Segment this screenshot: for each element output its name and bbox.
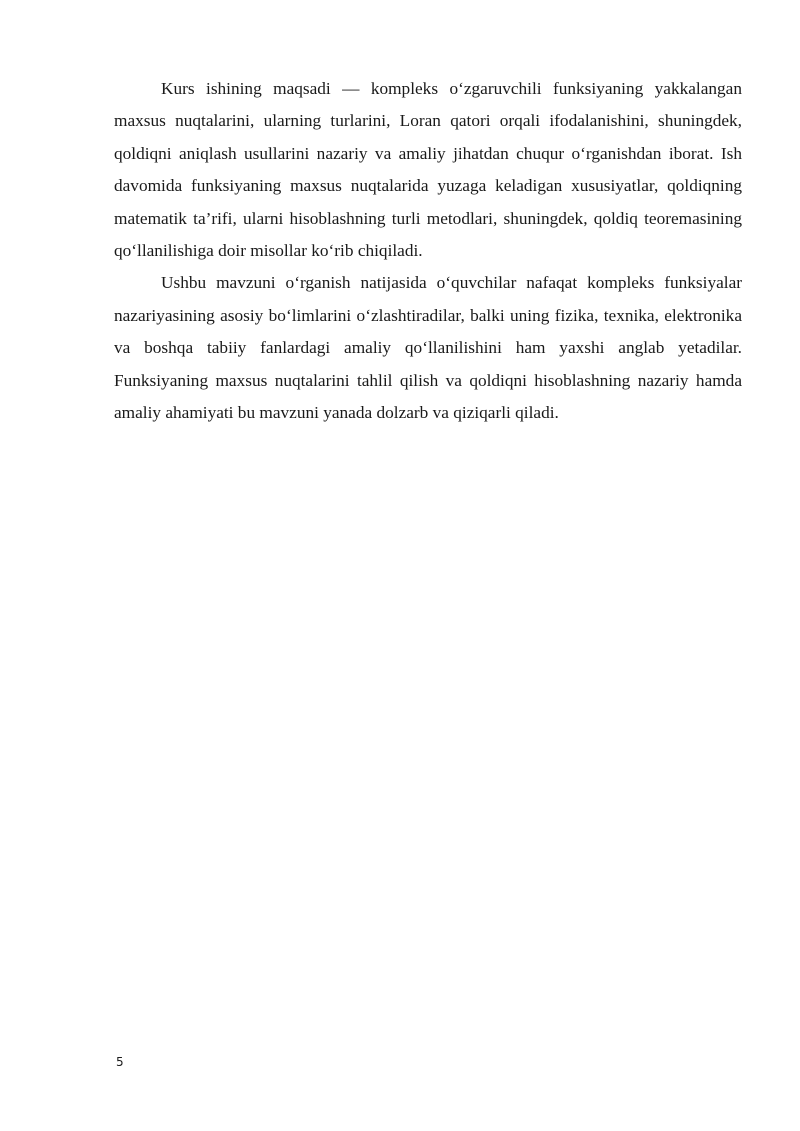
body-text xyxy=(114,73,742,429)
paragraph-study-results: Ushbu mavzuni o‘rganish natijasida o‘quvchilar nafaqat kompleks funksiyalar nazariyasining asosiy bo‘limlarini o‘zlashtiradilar, balki uning fizika, texnika, elektronika va boshqa tabiiy fanlardagi amaliy qo‘llanilishini ham yaxshi anglab yetadilar. Funksiyaning maxsus nuqtalarini tahlil qilish va qoldiqni hisoblashning nazariy hamda amaliy ahamiyati bu mavzuni yanada dolzarb va qiziqarli qiladi. xyxy=(114,273,742,423)
page-number: 5 xyxy=(116,1055,124,1069)
paragraph-course-goal: Kurs ishining maqsadi — kompleks o‘zgaruvchili funksiyaning yakkalangan maxsus nuqtalarini, ularning turlarini, Loran qatori orqali ifodalanishini, shuningdek, qoldiqni aniqlash usullarini nazariy va amaliy jihatdan chuqur o‘rganishdan iborat. Ish davomida funksiyaning maxsus nuqtalarida yuzaga keladigan xususiyatlar, qoldiqning matematik ta’rifi, ularni hisoblashning turli metodlari, shuningdek, qoldiq teoremasining qo‘llanilishiga doir misollar ko‘rib chiqiladi. xyxy=(114,79,742,261)
